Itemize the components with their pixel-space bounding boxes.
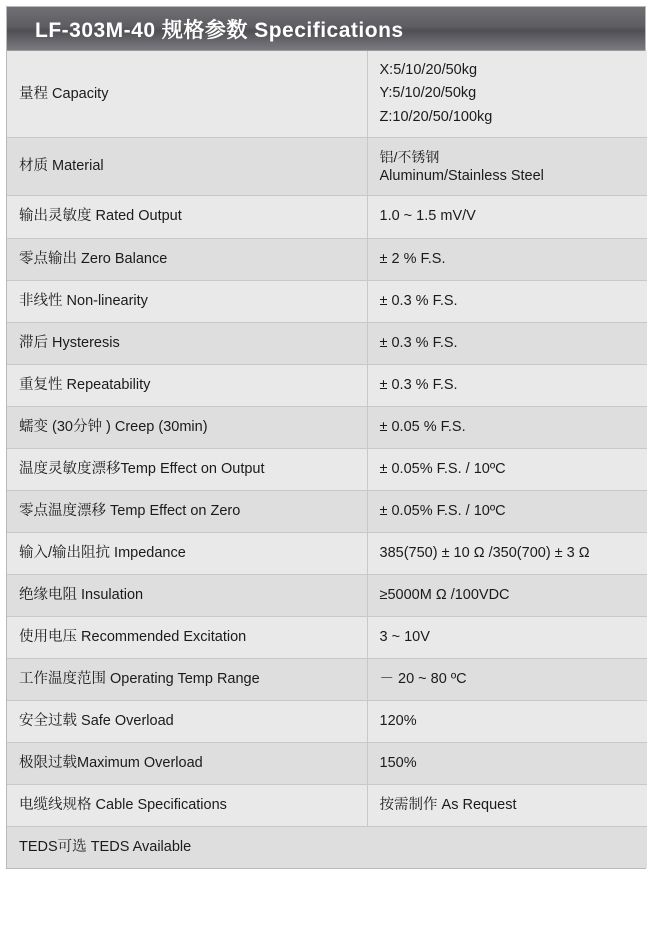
table-row [7, 406, 647, 448]
spec-label: 安全过载 Safe Overload [7, 700, 367, 742]
table-row [7, 742, 647, 784]
specifications-table-body [7, 51, 647, 868]
spec-label: 蠕变 (30分钟 ) Creep (30min) [7, 406, 367, 448]
spec-value: 3 ~ 10V [367, 616, 647, 658]
spec-value: 按需制作 As Request [367, 784, 647, 826]
spec-label: TEDS可选 TEDS Available [7, 826, 647, 868]
specifications-table-container [6, 6, 646, 869]
spec-label: 滞后 Hysteresis [7, 322, 367, 364]
spec-label: 零点温度漂移 Temp Effect on Zero [7, 490, 367, 532]
spec-label: 非线性 Non-linearity [7, 280, 367, 322]
spec-value-line: 铝/不锈钢 [379, 149, 440, 166]
table-row [7, 138, 647, 196]
specifications-table [7, 51, 647, 868]
spec-value: ± 0.05% F.S. / 10ºC [367, 448, 647, 490]
spec-value-line: Z:10/20/50/100kg [379, 108, 493, 125]
spec-value-line: Y:5/10/20/50kg [379, 85, 477, 102]
page-title: LF-303M-40 规格参数 Specifications [35, 18, 404, 42]
spec-value: ± 0.3 % F.S. [367, 322, 647, 364]
table-row [7, 364, 647, 406]
table-row [7, 784, 647, 826]
spec-value: ± 0.3 % F.S. [367, 364, 647, 406]
spec-label: 使用电压 Recommended Excitation [7, 616, 367, 658]
spec-value [367, 138, 647, 196]
table-row [7, 490, 647, 532]
spec-label: 零点输出 Zero Balance [7, 238, 367, 280]
table-row [7, 616, 647, 658]
table-row [7, 196, 647, 238]
spec-value-line: Aluminum/Stainless Steel [379, 167, 544, 184]
table-row [7, 658, 647, 700]
spec-label: 输入/输出阻抗 Impedance [7, 532, 367, 574]
table-row [7, 322, 647, 364]
spec-value: ± 0.3 % F.S. [367, 280, 647, 322]
spec-label: 材质 Material [7, 138, 367, 196]
spec-label: 绝缘电阻 Insulation [7, 574, 367, 616]
spec-value: 1.0 ~ 1.5 mV/V [367, 196, 647, 238]
spec-label: 温度灵敏度漂移Temp Effect on Output [7, 448, 367, 490]
spec-value: ≥5000M Ω /100VDC [367, 574, 647, 616]
spec-value: ± 0.05 % F.S. [367, 406, 647, 448]
spec-value [367, 51, 647, 138]
spec-label: 电缆线规格 Cable Specifications [7, 784, 367, 826]
spec-value: 385(750) ± 10 Ω /350(700) ± 3 Ω [367, 532, 647, 574]
spec-label: 极限过载Maximum Overload [7, 742, 367, 784]
spec-label: 工作温度范围 Operating Temp Range [7, 658, 367, 700]
spec-label: 量程 Capacity [7, 51, 367, 138]
table-row [7, 51, 647, 138]
table-row [7, 280, 647, 322]
spec-value: 150% [367, 742, 647, 784]
spec-label: 重复性 Repeatability [7, 364, 367, 406]
spec-value-line: X:5/10/20/50kg [379, 62, 478, 78]
spec-value: ± 0.05% F.S. / 10ºC [367, 490, 647, 532]
table-row [7, 448, 647, 490]
table-row [7, 532, 647, 574]
spec-value: － 20 ~ 80 ºC [367, 658, 647, 700]
spec-value: 120% [367, 700, 647, 742]
specifications-title-bar [7, 7, 645, 51]
table-row [7, 238, 647, 280]
spec-value: ± 2 % F.S. [367, 238, 647, 280]
spec-label: 输出灵敏度 Rated Output [7, 196, 367, 238]
table-row [7, 826, 647, 868]
table-row [7, 574, 647, 616]
table-row [7, 700, 647, 742]
